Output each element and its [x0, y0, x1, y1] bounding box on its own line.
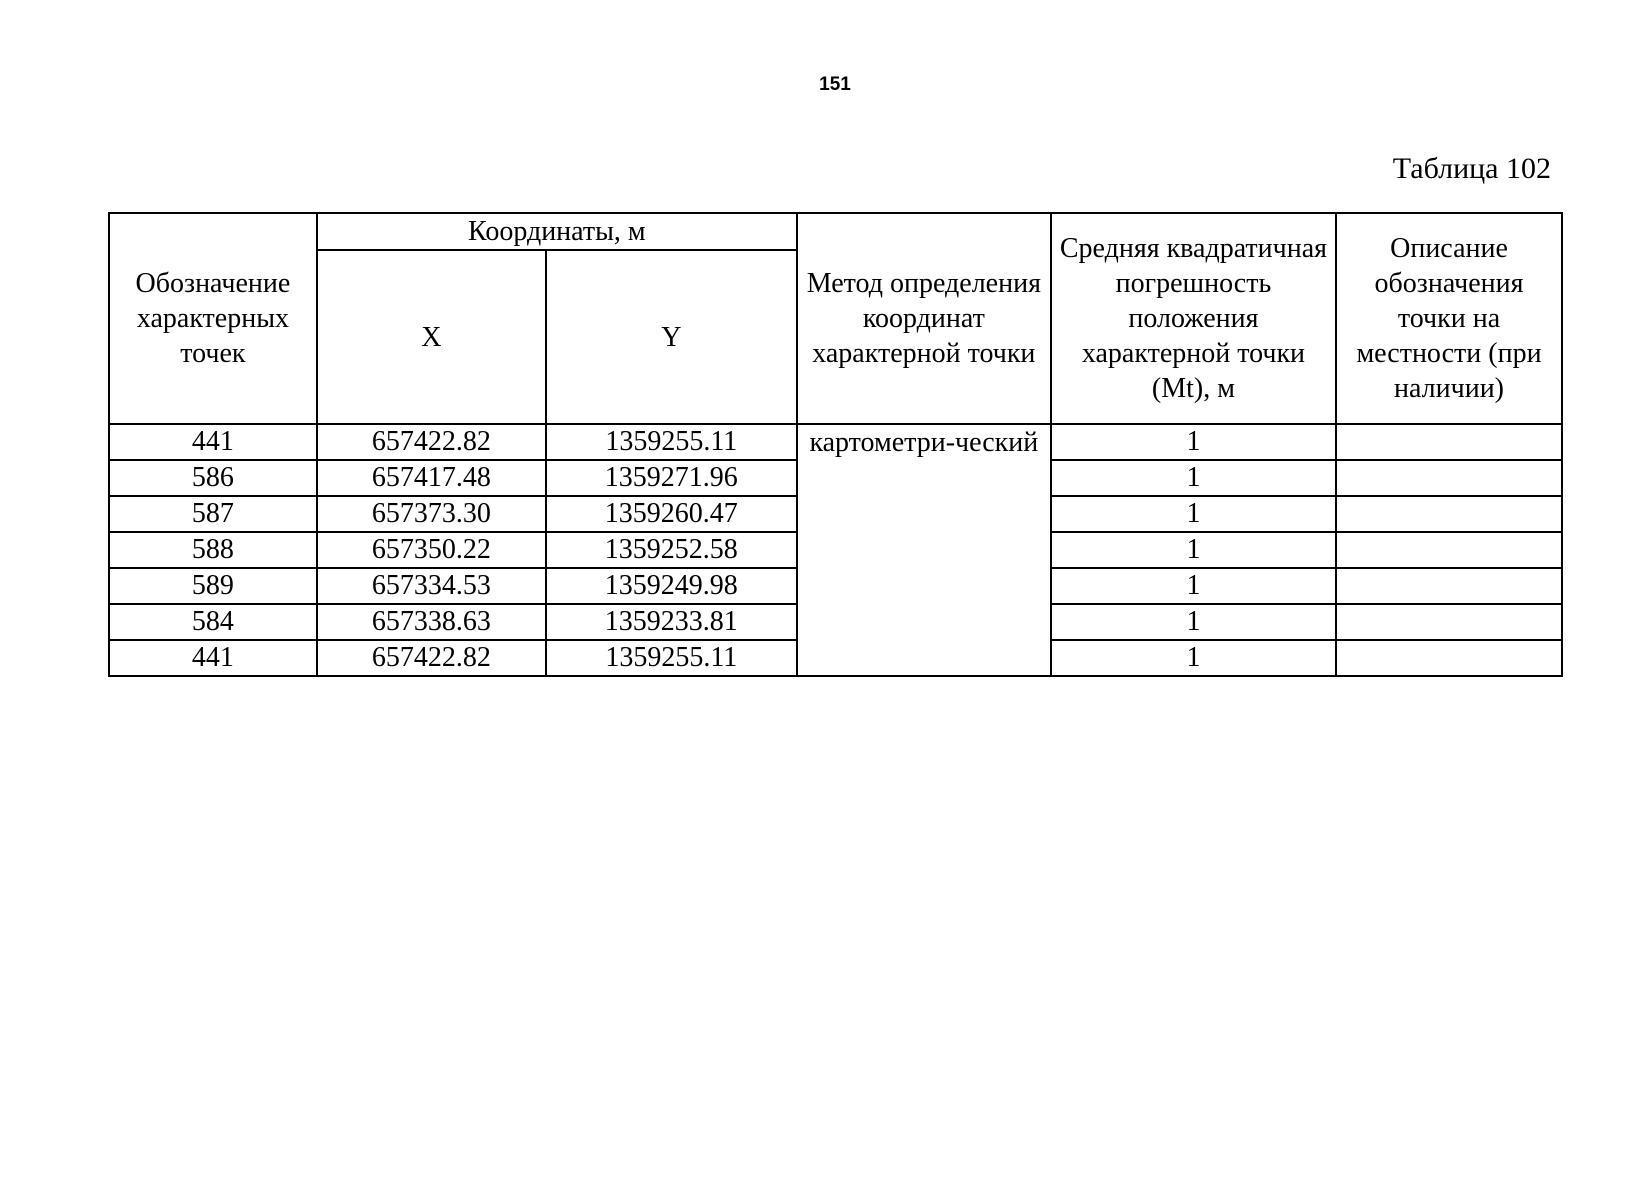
x-cell: 657422.82: [317, 640, 546, 676]
point-cell: 588: [109, 532, 317, 568]
error-cell: 1: [1051, 568, 1336, 604]
point-cell: 441: [109, 424, 317, 460]
y-cell: 1359252.58: [546, 532, 797, 568]
error-cell: 1: [1051, 460, 1336, 496]
y-cell: 1359260.47: [546, 496, 797, 532]
table-caption: Таблица 102: [1392, 152, 1551, 185]
header-x: X: [317, 250, 546, 424]
description-cell: [1336, 424, 1562, 460]
point-cell: 587: [109, 496, 317, 532]
description-cell: [1336, 604, 1562, 640]
description-cell: [1336, 568, 1562, 604]
header-mean-square-error: Средняя квадратичная погрешность положения характерной точки (Mt), м: [1051, 213, 1336, 424]
description-cell: [1336, 640, 1562, 676]
header-description: Описание обозначения точки на местности (при наличии): [1336, 213, 1562, 424]
method-cell: картометри-ческий: [797, 424, 1051, 676]
x-cell: 657373.30: [317, 496, 546, 532]
point-cell: 586: [109, 460, 317, 496]
header-y: Y: [546, 250, 797, 424]
table-row: [109, 424, 1562, 460]
x-cell: 657350.22: [317, 532, 546, 568]
point-cell: 441: [109, 640, 317, 676]
error-cell: 1: [1051, 532, 1336, 568]
page-number: 151: [819, 74, 851, 95]
y-cell: 1359271.96: [546, 460, 797, 496]
error-cell: 1: [1051, 424, 1336, 460]
header-method: Метод определения координат характерной точки: [797, 213, 1051, 424]
header-coordinates: Координаты, м: [317, 213, 797, 250]
x-cell: 657334.53: [317, 568, 546, 604]
y-cell: 1359255.11: [546, 640, 797, 676]
y-cell: 1359255.11: [546, 424, 797, 460]
x-cell: 657417.48: [317, 460, 546, 496]
error-cell: 1: [1051, 604, 1336, 640]
y-cell: 1359249.98: [546, 568, 797, 604]
header-point-designation: Обозначение характерных точек: [109, 213, 317, 424]
description-cell: [1336, 460, 1562, 496]
coordinates-table: [108, 212, 1563, 677]
point-cell: 584: [109, 604, 317, 640]
description-cell: [1336, 496, 1562, 532]
x-cell: 657422.82: [317, 424, 546, 460]
error-cell: 1: [1051, 496, 1336, 532]
error-cell: 1: [1051, 640, 1336, 676]
description-cell: [1336, 532, 1562, 568]
y-cell: 1359233.81: [546, 604, 797, 640]
x-cell: 657338.63: [317, 604, 546, 640]
point-cell: 589: [109, 568, 317, 604]
